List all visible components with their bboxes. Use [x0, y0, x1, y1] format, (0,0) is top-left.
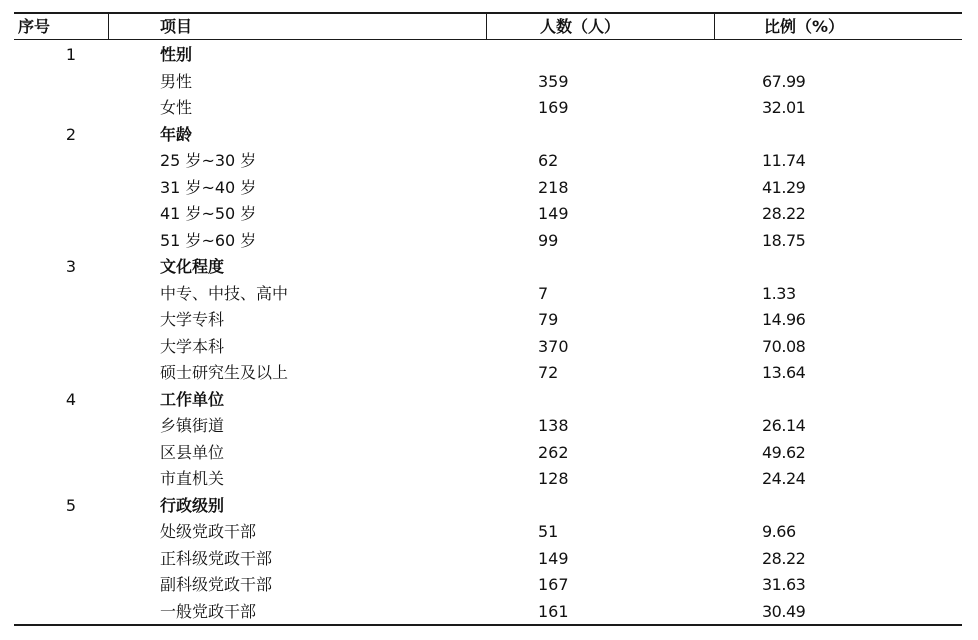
count-cell: 169 [538, 98, 569, 117]
item-label: 大学本科 [160, 336, 225, 356]
percent-cell: 14.96 [762, 310, 806, 329]
category-row [14, 42, 962, 68]
column-divider [108, 14, 109, 39]
row-number: 5 [65, 495, 77, 515]
count-cell: 149 [538, 204, 569, 223]
item-label: 市直机关 [160, 469, 225, 488]
count-cell: 167 [538, 575, 569, 594]
percent-cell: 67.99 [762, 71, 806, 91]
category-title: 文化程度 [160, 257, 225, 276]
count-cell: 79 [538, 310, 559, 329]
table-row [14, 572, 962, 598]
percent-cell: 9.66 [762, 522, 796, 541]
item-label: 处级党政干部 [160, 522, 257, 541]
category-row [14, 122, 962, 148]
table-row [14, 334, 962, 360]
count-cell: 262 [538, 442, 569, 462]
percent-cell: 26.14 [762, 416, 806, 435]
table-row [14, 69, 962, 95]
column-divider [714, 14, 715, 39]
table-row [14, 546, 962, 572]
header-no: 序号 [18, 17, 51, 36]
count-cell: 161 [538, 601, 569, 621]
table-row [14, 360, 962, 386]
item-label: 中专、中技、高中 [160, 283, 289, 303]
percent-cell: 31.63 [762, 575, 806, 594]
count-cell: 128 [538, 469, 569, 488]
table-row [14, 440, 962, 466]
header-pct: 比例（%） [764, 17, 845, 36]
item-label: 41 岁~50 岁 [160, 204, 257, 223]
count-cell: 99 [538, 230, 559, 250]
table-row [14, 148, 962, 174]
percent-cell: 11.74 [762, 151, 806, 170]
count-cell: 370 [538, 336, 569, 356]
item-label: 男性 [160, 71, 193, 91]
table-row [14, 466, 962, 492]
item-label: 31 岁~40 岁 [160, 177, 257, 197]
count-cell: 62 [538, 151, 559, 170]
count-cell: 359 [538, 71, 569, 91]
item-label: 大学专科 [160, 310, 225, 329]
category-title: 工作单位 [160, 389, 225, 409]
category-row [14, 493, 962, 519]
row-number: 3 [65, 257, 77, 276]
item-label: 正科级党政干部 [160, 548, 273, 568]
item-label: 25 岁~30 岁 [160, 151, 257, 170]
bottom-rule [14, 624, 962, 626]
table-row [14, 519, 962, 545]
table-row [14, 175, 962, 201]
category-title: 年龄 [160, 124, 193, 144]
count-cell: 218 [538, 177, 569, 197]
item-label: 副科级党政干部 [160, 575, 273, 594]
percent-cell: 28.22 [762, 548, 806, 568]
count-cell: 7 [538, 283, 549, 303]
row-number: 1 [65, 45, 77, 64]
item-label: 硕士研究生及以上 [160, 363, 289, 382]
count-cell: 51 [538, 522, 559, 541]
percent-cell: 30.49 [762, 601, 806, 621]
percent-cell: 28.22 [762, 204, 806, 223]
count-cell: 72 [538, 363, 559, 382]
header-count: 人数（人） [540, 17, 621, 36]
header-item: 项目 [160, 17, 193, 36]
category-title: 行政级别 [160, 495, 225, 515]
table-row [14, 228, 962, 254]
percent-cell: 70.08 [762, 336, 806, 356]
table-row [14, 281, 962, 307]
table-row [14, 599, 962, 625]
item-label: 区县单位 [160, 442, 225, 462]
table-row [14, 95, 962, 121]
column-divider [486, 14, 487, 39]
percent-cell: 41.29 [762, 177, 806, 197]
percent-cell: 49.62 [762, 442, 806, 462]
header-rule [14, 39, 962, 40]
percent-cell: 1.33 [762, 283, 796, 303]
percent-cell: 24.24 [762, 469, 806, 488]
category-row [14, 254, 962, 280]
item-label: 女性 [160, 98, 193, 117]
percent-cell: 18.75 [762, 230, 806, 250]
table-row [14, 307, 962, 333]
row-number: 4 [65, 389, 77, 409]
category-title: 性别 [160, 45, 193, 64]
item-label: 一般党政干部 [160, 601, 257, 621]
count-cell: 149 [538, 548, 569, 568]
table-row [14, 201, 962, 227]
row-number: 2 [65, 124, 77, 144]
percent-cell: 13.64 [762, 363, 806, 382]
item-label: 乡镇街道 [160, 416, 225, 435]
count-cell: 138 [538, 416, 569, 435]
item-label: 51 岁~60 岁 [160, 230, 257, 250]
category-row [14, 387, 962, 413]
percent-cell: 32.01 [762, 98, 806, 117]
table-row [14, 413, 962, 439]
